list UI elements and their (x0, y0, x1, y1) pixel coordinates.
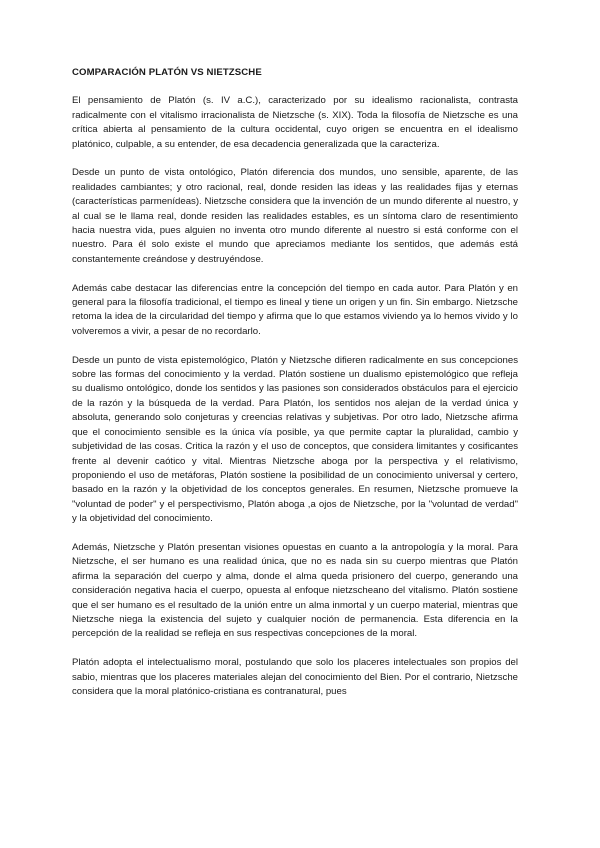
paragraph-introduction: El pensamiento de Platón (s. IV a.C.), caracterizado por su idealismo racionalista, contrasta radicalmente con el vitalismo irracionalista de Nietzsche (s. XIX). Toda la filosofía de Nietzsche es una crítica abierta al pensamiento de la cultura occidental, cuyo origen se encuentra en el idealismo platónico, culpable, a su entender, de esa decadencia generalizada que la caracteriza. (72, 95, 518, 150)
paragraph-intellectualism: Platón adopta el intelectualismo moral, postulando que solo los placeres intelectuales son propios del sabio, mientras que los placeres materiales alejan del conocimiento del Bien. Por el contrario, Nietzsche considera que la moral platónico-cristiana es contranatural, pues (72, 657, 518, 697)
paragraph-epistemology: Desde un punto de vista epistemológico, Platón y Nietzsche difieren radicalmente en sus concepciones sobre las formas del conocimiento y la verdad. Platón sostiene un dualismo epistemológico que refleja su dualismo ontológico, donde los sentidos y las pasiones son considerados obstáculos para el ejercicio de la razón y la búsqueda de la verdad. Para Platón, los sentidos nos alejan de la verdad única y absoluta, generando solo conjeturas y creencias relativas y subjetivas. Por otro lado, Nietzsche afirma que el conocimiento sensible es la única vía posible, ya que permite captar la pluralidad, cambio y subjetividad de las cosas. Critica la razón y el uso de conceptos, que considera limitantes y cosificantes frente al devenir caótico y vital. Mientras Nietzsche aboga por la perspectiva y el relativismo, proponiendo el uso de metáforas, Platón sostiene la posibilidad de un conocimiento universal y certero, basado en la razón y la objetividad de los conceptos generales. En resumen, Nietzsche promueve la "voluntad de poder" y el perspectivismo, Platón aboga ,a ojos de Nietzsche, por la "voluntad de verdad" y la objetividad del conocimiento. (72, 354, 518, 525)
paragraph-anthropology-moral: Además, Nietzsche y Platón presentan visiones opuestas en cuanto a la antropología y la moral. Para Nietzsche, el ser humano es una realidad única, que no es nada sin su cuerpo mientras que Platón afirma la separación del cuerpo y alma, donde el alma queda prisionero del cuerpo, generando una consideración negativa hacia el cuerpo, opuesta al enfoque nietzscheano del vitalismo. Platón sostiene que el ser humano es el resultado de la unión entre un alma inmortal y un cuerpo material, mientras que Nietzsche niega la existencia del sujeto y cualquier noción de permanencia. Esta diferencia en la percepción de la realidad se refleja en sus respectivas concepciones de la moral. (72, 541, 518, 640)
paragraph-ontology: Desde un punto de vista ontológico, Platón diferencia dos mundos, uno sensible, aparente, de las realidades cambiantes; y otro racional, real, donde residen las ideas y las realidades fijas y eternas (características parmenídeas). Nietzsche considera que la invención de un mundo diferente al nuestro, y al cual se le llama real, donde residen las realidades estables, es un síntoma claro de resentimiento hacia nuestra vida, pues alguien no inventa otro mundo diferente al nuestro si está conforme con el nuestro. Para él solo existe el mundo que apreciamos mediante los sentidos, que además está constantemente creándose y destruyéndose. (72, 167, 518, 265)
document-title: COMPARACIÓN PLATÓN VS NIETZSCHE (72, 67, 262, 78)
paragraph-time: Además cabe destacar las diferencias entre la concepción del tiempo en cada autor. Para Platón y en general para la filosofía tradicional, el tiempo es lineal y tiene un origen y un fin. Sin embargo. Nietzsche retoma la idea de la circularidad del tiempo y afirma que lo que estamos viviendo ya lo hemos vivido y lo volveremos a vivir, a pesar de no recordarlo. (72, 282, 518, 337)
document-page (72, 66, 518, 714)
